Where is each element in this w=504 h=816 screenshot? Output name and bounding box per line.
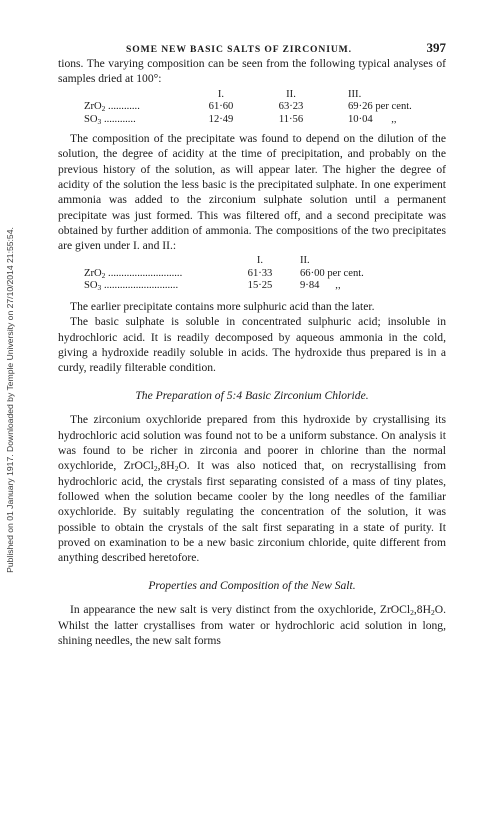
table-row <box>84 101 412 114</box>
paragraph-new-salt-appearance: In appearance the new salt is very distinct from the oxychloride, $ZrOCl_2,8H_2O$. Whilst the latter crystallises from water or hydrochloric acid solution in long, shining needles, the new salt forms <box>58 603 446 648</box>
substance-cell: ZrO$_2$ ............................ <box>84 267 183 280</box>
paragraph-precipitate-composition: The composition of the precipitate was found to depend on the dilution of the solution, the degree of acidity at the time of precipitation, and probably on the previous history of the solution, as will appear later. The higher the degree of acidity of the solution the less basic is the precipitated sulphate. In one experiment ammonia was added to the zirconium sulphate solution until a permanent precipitate was just formed. This was filtered off, and a second precipitate was obtained by further addition of ammonia. The compositions of the two precipitates are given under I. and II.: <box>58 132 446 253</box>
section-heading-preparation: The Preparation of 5:4 Basic Zirconium Chloride. <box>135 389 369 403</box>
column-header: I. <box>256 255 264 267</box>
value-cell: 63·23 <box>278 101 304 113</box>
column-header: III. <box>348 88 362 100</box>
section-heading-properties: Properties and Composition of the New Salt. <box>148 579 356 593</box>
download-margin-note <box>2 100 18 700</box>
value-cell: 15·25 <box>247 280 273 292</box>
value-cell: 61·33 <box>247 267 273 279</box>
paragraph-oxychloride-preparation: The zirconium oxychloride prepared from this hydroxide by crystallising its hydrochloric acid solution was found not to be a uniform substance. On analysis it was found to be richer in zirconia and poorer in chlorine than the normal oxychloride, $ZrOCl_2,8H_2O$. It was also noticed that, on recrystallising from hydrochloric acid, the crystals first separating consisted of a mass of tiny plates, followed when the solution became cooler by the long needles of the familiar oxychloride. By suitably regulating the concentration of the solution, it was possible to obtain the crystals of the salt first separating in a state of purity. It proved on examination to be a new basic zirconium chloride, quite different from anything described heretofore. <box>58 413 447 565</box>
column-header: II. <box>286 88 296 100</box>
running-title: SOME NEW BASIC SALTS OF ZIRCONIUM. <box>126 44 352 55</box>
analysis-table-1 <box>84 89 412 127</box>
analysis-table-2 <box>84 255 364 293</box>
table-row <box>84 268 364 281</box>
paragraph-basic-sulphate: The basic sulphate is soluble in concentrated sulphuric acid; insoluble in hydrochloric acid. It is readily decomposed by aqueous ammonia in the cold, giving a hydroxide readily soluble in acids. The hydroxide thus prepared is in a curdy, readily filterable condition. <box>58 315 446 375</box>
column-header: I. <box>217 88 225 100</box>
table-header-row <box>84 255 364 268</box>
oxychloride-formula: $ZrOCl_2,8H_2O$. <box>379 603 446 618</box>
substance-cell: $SO_3$ ............ <box>84 113 136 126</box>
value-cell: 11·56 <box>278 113 304 125</box>
table-header-row <box>84 89 412 102</box>
value-cell: 12·49 <box>208 113 234 125</box>
table-row <box>84 114 412 127</box>
page-number: 397 <box>426 40 446 55</box>
value-cell: 69·26 per cent. <box>348 101 412 113</box>
value-cell: 10·04 ,, <box>348 113 397 125</box>
paper-page <box>58 0 446 648</box>
value-cell: 66·00 per cent. <box>300 267 364 279</box>
column-header: II. <box>300 255 310 267</box>
download-margin-note-text: Published on 01 January 1917. Downloaded by Temple University on 27/10/2014 21:55:54. <box>5 227 15 573</box>
oxychloride-formula: $ZrOCl_2,8H_2O$. <box>123 459 190 474</box>
substance-cell: ZrO$_2$ ............ <box>84 101 140 114</box>
paragraph-analyses-intro: tions. The varying composition can be seen from the following typical analyses of samples dried at 100°: <box>58 57 446 86</box>
substance-cell: $SO_3$ ............................ <box>84 280 179 293</box>
table-row <box>84 280 364 293</box>
page-header <box>58 0 446 56</box>
value-cell: 9·84 ,, <box>300 280 341 292</box>
paragraph-earlier-precipitate: The earlier precipitate contains more sulphuric acid than the later. <box>70 299 375 313</box>
value-cell: 61·60 <box>208 101 234 113</box>
